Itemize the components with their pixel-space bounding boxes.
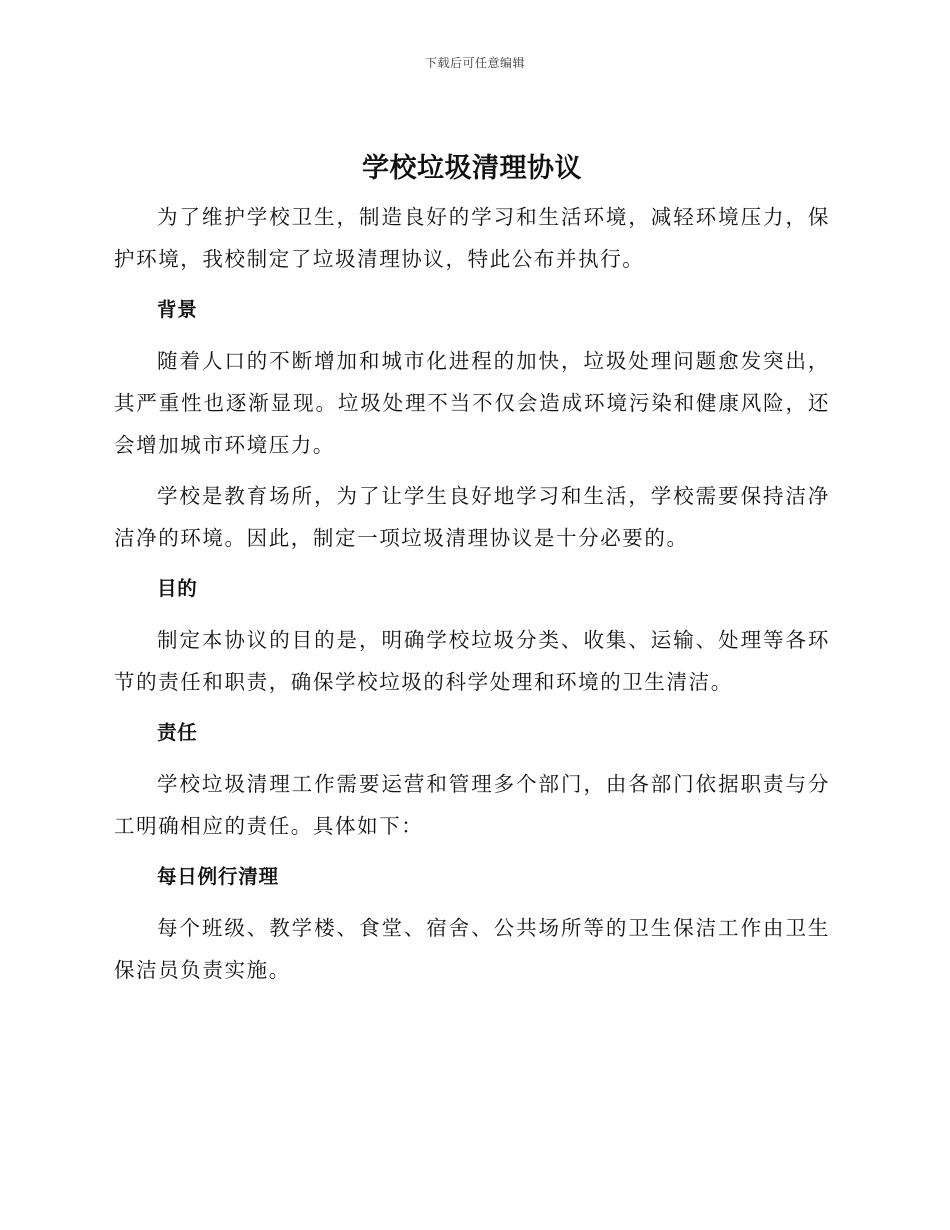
header-note: 下载后可任意编辑 — [424, 56, 525, 70]
section-heading-purpose: 目的 — [157, 577, 198, 600]
responsibility-paragraph: 学校垃圾清理工作需要运营和管理多个部门，由各部门依据职责与分工明确相应的责任。具体如下： — [114, 772, 830, 838]
purpose-paragraph: 制定本协议的目的是，明确学校垃圾分类、收集、运输、处理等各环节的责任和职责，确保学校垃圾的科学处理和环境的卫生清洁。 — [114, 628, 830, 694]
document-body — [114, 148, 830, 991]
section-heading-background: 背景 — [157, 298, 198, 321]
intro-paragraph: 为了维护学校卫生，制造良好的学习和生活环境，减轻环境压力，保护环境，我校制定了垃圾清理协议，特此公布并执行。 — [114, 205, 830, 271]
section-heading-daily-cleaning: 每日例行清理 — [157, 865, 279, 888]
daily-cleaning-paragraph: 每个班级、教学楼、食堂、宿舍、公共场所等的卫生保洁工作由卫生保洁员负责实施。 — [114, 916, 830, 982]
background-paragraph-1: 随着人口的不断增加和城市化进程的加快，垃圾处理问题愈发突出，其严重性也逐渐显现。垃圾处理不当不仅会造成环境污染和健康风险，还会增加城市环境压力。 — [114, 349, 830, 457]
section-heading-responsibility: 责任 — [157, 721, 198, 744]
background-paragraph-2: 学校是教育场所，为了让学生良好地学习和生活，学校需要保持洁净洁净的环境。因此，制定一项垃圾清理协议是十分必要的。 — [114, 484, 830, 550]
document-title: 学校垃圾清理协议 — [362, 153, 582, 184]
